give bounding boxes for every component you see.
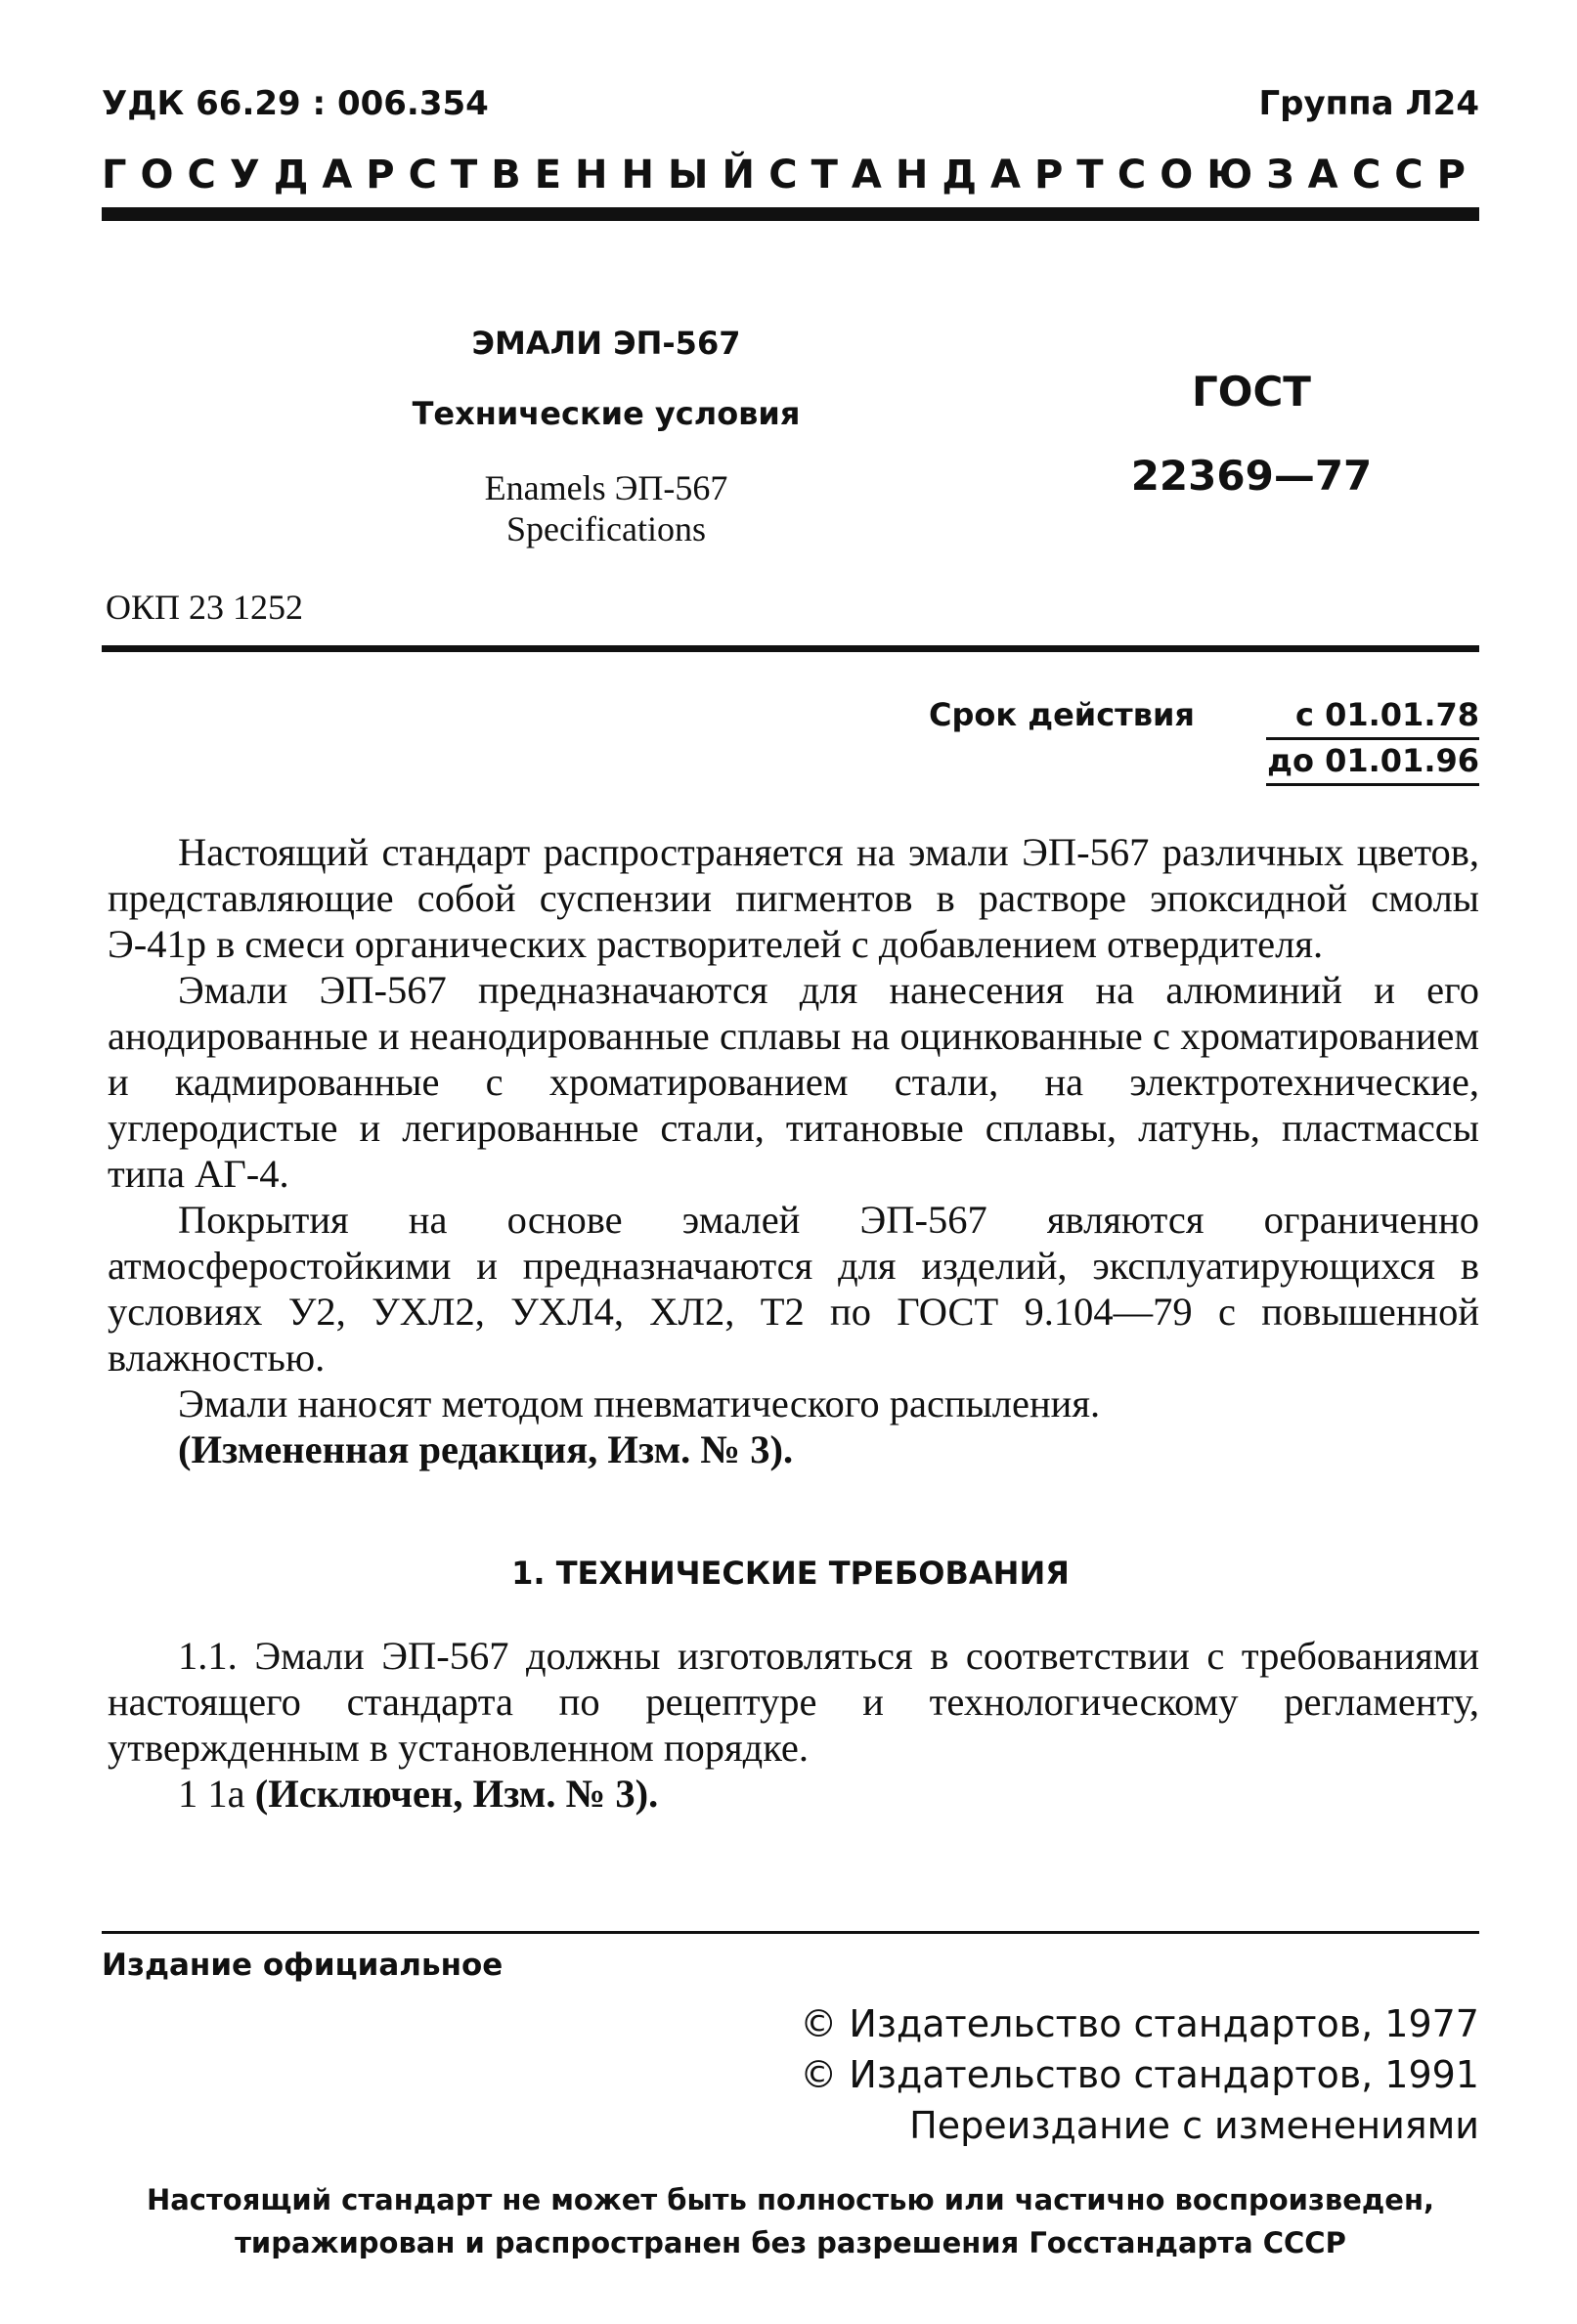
state-word-2: СТАНДАРТ — [768, 153, 1117, 197]
clause-number: 1 1а — [178, 1772, 245, 1816]
notice-line-1: Настоящий стандарт не может быть полностью или частично воспроизведен, — [146, 2183, 1435, 2216]
clause-status: (Исключен, Изм. № 3). — [254, 1772, 659, 1816]
copyright-1977: © Издательство стандартов, 1977 — [800, 2002, 1479, 2045]
document-subtitle: Технические условия — [412, 395, 801, 432]
notice-line-2: тиражирован и распространен без разрешения Госстандарта СССР — [235, 2226, 1346, 2259]
validity-label: Срок действия — [929, 696, 1195, 733]
intro-paragraph: Эмали ЭП-567 предназначаются для нанесения на алюминий и его анодированные и неанодированные сплавы на оцинкованные с хроматированием и кадмированные с хроматированием стали, на электротехнические, углеродистые и легированные стали, титановые сплавы, латунь, пластмассы типа АГ-4. — [108, 968, 1479, 1196]
english-title — [391, 467, 821, 549]
reproduction-notice — [102, 2178, 1479, 2264]
state-word-4: ССР — [1351, 153, 1479, 197]
intro-paragraph: Покрытия на основе эмалей ЭП-567 являются ограниченно атмосферостойкими и предназначаются для изделий, эксплуатирующихся в условиях У2, УХЛ2, УХЛ4, ХЛ2, Т2 по ГОСТ 9.104—79 с повышенной влажностью. — [108, 1198, 1479, 1380]
document-title: ЭМАЛИ ЭП-567 — [471, 325, 741, 362]
section-heading: 1. ТЕХНИЧЕСКИЕ ТРЕБОВАНИЯ — [511, 1555, 1070, 1592]
footer-rule — [102, 1931, 1479, 1934]
english-title-line1: Enamels ЭП-567 — [484, 468, 728, 507]
state-standard-banner — [102, 153, 1479, 197]
validity-to: до 01.01.96 — [1266, 740, 1479, 786]
intro-paragraph: Эмали наносят методом пневматического распыления. — [178, 1381, 1101, 1425]
clause-1-1a — [108, 1771, 1479, 1817]
state-word-3: СОЮЗА — [1117, 153, 1352, 197]
group-code: Группа Л24 — [1258, 84, 1479, 123]
state-word-1: ГОСУДАРСТВЕННЫЙ — [102, 153, 768, 197]
title-rule — [102, 645, 1479, 652]
validity-dates — [1266, 696, 1479, 786]
english-title-line2: Specifications — [506, 509, 706, 548]
gost-number: 22369—77 — [1130, 452, 1373, 500]
intro-paragraph: Настоящий стандарт распространяется на эмали ЭП-567 различных цветов, представляющие собой суспензии пигментов в растворе эпоксидной смолы Э-41р в смеси органических растворителей с добавлением отвердителя. — [108, 830, 1479, 966]
validity-from: с 01.01.78 — [1266, 696, 1479, 740]
gost-label: ГОСТ — [1192, 368, 1311, 416]
udk-code: УДК 66.29 : 006.354 — [102, 84, 489, 123]
clause-1-1: 1.1. Эмали ЭП-567 должны изготовляться в соответствии с требованиями настоящего стандарта по рецептуре и технологическому регламенту, утвержденным в установленном порядке. — [108, 1634, 1479, 1770]
amendment-note: (Измененная редакция, Изм. № 3). — [178, 1427, 794, 1471]
okp-code: ОКП 23 1252 — [106, 588, 304, 627]
official-edition: Издание официальное — [102, 1948, 504, 1983]
section-text — [108, 1633, 1479, 1817]
header-rule — [102, 207, 1479, 221]
intro-text — [108, 829, 1479, 1472]
copyright-1991: © Издательство стандартов, 1991 — [800, 2053, 1479, 2096]
reissue-note: Переиздание с изменениями — [909, 2104, 1479, 2147]
